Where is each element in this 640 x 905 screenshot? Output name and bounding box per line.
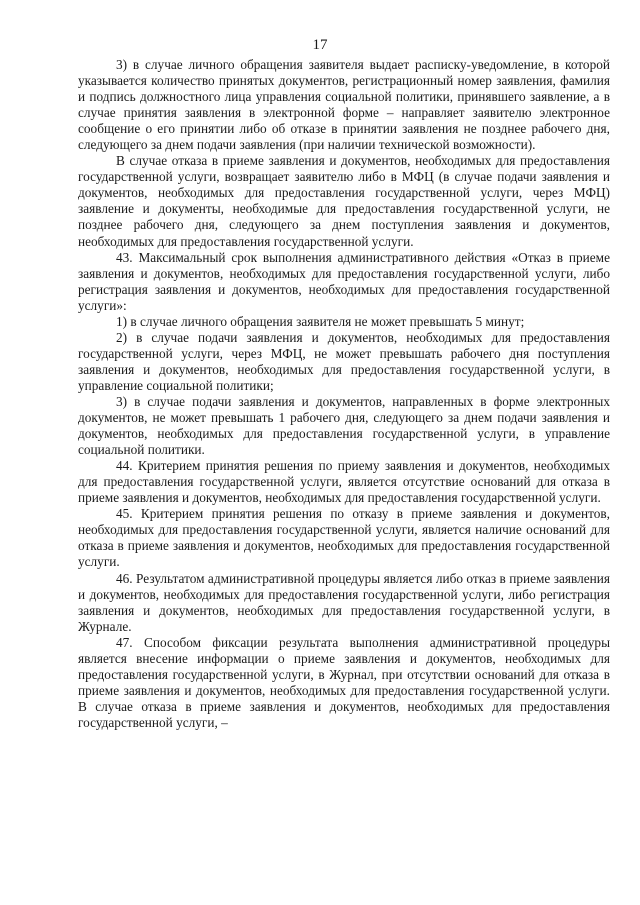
paragraph-43-item-3: 3) в случае подачи заявления и документов, направленных в форме электронных документов, не может превышать 1 рабочего дня, следующего за днем подачи заявления и документов, необходимых для предоставления государственной услуги, в управление социальной политики. [78,393,610,458]
paragraph-43-item-1: 1) в случае личного обращения заявителя не может превышать 5 минут; [116,313,525,329]
paragraph-46-result: 46. Результатом административной процедуры является либо отказ в приеме заявления и документов, необходимых для предоставления государственной услуги, либо регистрация заявления и документов, необходимых для предоставления государственной услуги, в Журнале. [78,570,610,634]
paragraph-45-refusal-criterion: 45. Критерием принятия решения по отказу в приеме заявления и документов, необходимых для предоставления государственной услуги, является наличие оснований для отказа в приеме заявления и документов, необходимых для предоставления государственной услуги. [78,506,610,570]
paragraph-refusal-return: В случае отказа в приеме заявления и документов, необходимых для предоставления государственной услуги, возвращает заявителю либо в МФЦ (в случае подачи заявления и документов, необходимых для предоставления государственной услуги, через МФЦ) заявление и документы, необходимые для предоставления государственной услуги, не позднее рабочего дня, следующего за днем поступления заявления и документов, необходимых для предоставления государственной услуги. [78,153,610,249]
document-body [78,57,610,731]
paragraph-47-recording-method: 47. Способом фиксации результата выполнения административной процедуры является внесение информации о приеме заявления и документов, необходимых для предоставления государственной услуги, в Журнал, при отсутствии оснований для отказа в приеме заявления и документов, необходимых для предоставления государственной услуги. В случае отказа в приеме заявления и документов, необходимых для предоставления государственной услуги, – [78,634,610,730]
paragraph-44-acceptance-criterion: 44. Критерием принятия решения по приему заявления и документов, необходимых для предоставления государственной услуги, является отсутствие оснований для отказа в приеме заявления и документов, необходимых для предоставления государственной услуги. [78,458,610,506]
paragraph-43-item-2: 2) в случае подачи заявления и документов, необходимых для предоставления государственной услуги, через МФЦ, не может превышать рабочего дня поступления заявления и документов, необходимых для предоставления государственной услуги, в управление социальной политики; [78,329,610,393]
paragraph-43-max-term: 43. Максимальный срок выполнения административного действия «Отказ в приеме заявления и документов, необходимых для предоставления государственной услуги, либо регистрация заявления и документов, необходимых для предоставления государственной услуги»: [78,249,610,313]
paragraph-item-3-receipt: 3) в случае личного обращения заявителя выдает расписку-уведомление, в которой указывается количество принятых документов, регистрационный номер заявления, фамилия и подпись должностного лица управления социальной политики, принявшего заявление, а в случае принятия заявления в электронной форме – направляет заявителю электронное сообщение о его принятии либо об отказе в принятии заявления не позднее рабочего дня, следующего за днем подачи заявления (при наличии технической возможности). [78,57,610,153]
page-number: 17 [312,37,328,53]
